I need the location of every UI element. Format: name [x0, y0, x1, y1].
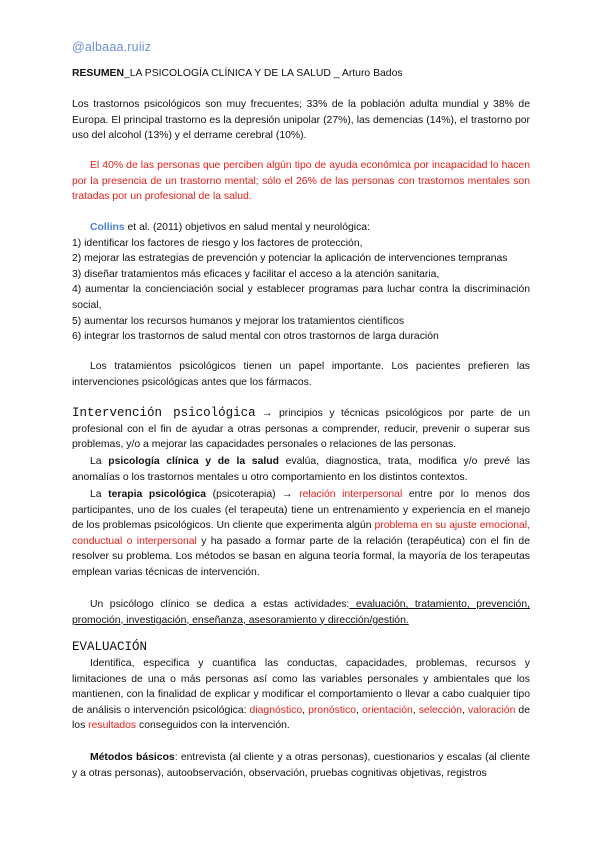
paragraph-prevalence: Los trastornos psicológicos son muy frecuentes; 33% de la población adulta mundial y 38% de Europa. El principal trastorno es la depresión unipolar (27%), las demencias (14%), el trastorno por uso del alcohol (13%) y el derrame cerebral (10%).: [72, 99, 530, 142]
therapy-mid: entre por lo menos dos participantes, uno de los cuales (el terapeuta) tiene un entrenamiento y experiencia en el manejo de los problemas psicológicos. Un cliente que experimenta algún: [72, 489, 530, 532]
therapy-arrow: →: [275, 489, 300, 500]
activities-intro: Un psicólogo clínico se dedica a estas actividades:: [90, 599, 350, 610]
eval-term-pronostico: pronóstico: [308, 704, 357, 716]
paragraph-treatments: Los tratamientos psicológicos tienen un papel importante. Los pacientes prefieren las intervenciones psicológicas antes que los fármacos.: [72, 361, 530, 388]
list-item: 6) integrar los trastornos de salud mental con otros trastornos de larga duración: [72, 331, 439, 343]
author-handle: @albaaa.ruiiz: [72, 40, 152, 54]
eval-term-orientacion: orientación: [361, 704, 413, 716]
therapy-term: terapia psicológica: [108, 489, 207, 500]
psych-term: psicología clínica y de la salud: [108, 456, 279, 467]
title-bold: RESUMEN: [72, 68, 124, 79]
intervention-term: Intervención psicológica: [72, 406, 256, 420]
paragraph-disability: El 40% de las personas que perciben algún tipo de ayuda económica por incapacidad lo hacen por la presencia de un trastorno mental; sólo el 26% de las personas con trastornos mentales son tratadas por un profesional de la salud.: [72, 160, 530, 203]
eval-tail: conseguidos con la intervención.: [136, 720, 290, 732]
list-item: 1) identificar los factores de riesgo y los factores de protección,: [72, 237, 363, 249]
eval-de: de los: [72, 704, 530, 732]
therapy-end: y ha pasado a formar parte de la relación (terapéutica) con el fin de resolver su problema. Los métodos se basan en alguna teoría formal, la mayoría de los terapeutas emplean varias técnicas de intervención.: [72, 535, 530, 578]
psych-pre: La: [90, 456, 109, 467]
section-heading-evaluacion: EVALUACIÓN: [72, 640, 148, 654]
activities-list: evaluación, tratamiento, prevención, promoción, investigación, enseñanza, asesoramiento y dirección/gestión.: [72, 599, 531, 626]
eval-sep: ,: [302, 704, 309, 716]
objectives-list: [72, 236, 530, 345]
paragraph-activities: [72, 597, 530, 628]
paragraph-intervention: [72, 406, 530, 453]
paragraph-clinical-psychology: [72, 454, 530, 485]
list-item: 5) aumentar los recursos humanos y mejorar los tratamientos científicos: [72, 315, 405, 327]
methods-term: Métodos básicos: [90, 752, 175, 763]
therapy-highlight-1: relación interpersonal: [299, 489, 403, 500]
paragraph-methods: [72, 750, 530, 781]
therapy-highlight-2: problema en su ajuste emocional, conductual o interpersonal: [72, 520, 530, 547]
collins-section: [72, 220, 530, 345]
collins-rest: et al. (2011) objetivos en salud mental y neurológica:: [124, 222, 370, 233]
evaluation-text: Identifica, especifica y cuantifica las conductas, capacidades, problemas, recursos y limitaciones de una o más personas así como las variables personales y ambientales que los mantienen, con la finalidad de explicar y modificar el comportamiento o llevar a cabo cualquier tipo de análisis o intervención psicológica:: [72, 658, 530, 716]
collins-name: Collins: [90, 222, 125, 233]
eval-sep: ,: [462, 704, 468, 716]
eval-term-seleccion: selección: [418, 704, 463, 716]
eval-sep: ,: [356, 704, 362, 716]
document-title: [72, 66, 530, 82]
eval-sep: ,: [412, 704, 419, 716]
intervention-arrow: →: [255, 408, 279, 419]
therapy-pre: La: [90, 489, 109, 500]
psych-rest: evalúa, diagnostica, trata, modifica y/o prevé las anomalías o los trastornos mentales u otro comportamiento en los distintos contextos.: [72, 456, 530, 483]
intervention-definition: principios y técnicas psicológicos por parte de un profesional con el fin de ayudar a otras personas a comprender, reducir, prevenir o superar sus problemas, y/o a mejorar las capacidades personales o relaciones de las personas.: [72, 408, 530, 451]
eval-term-valoracion: valoración: [468, 704, 516, 716]
list-item: 2) mejorar las estrategias de prevención y potenciar la aplicación de intervenciones tempranas: [72, 253, 508, 265]
paragraph-evaluation: [72, 656, 530, 734]
list-item: 4) aumentar la concienciación social y establecer programas para luchar contra la discriminación social,: [72, 284, 530, 311]
eval-term-resultados: resultados: [88, 720, 137, 732]
eval-term-diagnostico: diagnóstico: [249, 704, 303, 716]
methods-rest: : entrevista (al cliente y a otras personas), cuestionarios y escalas (al cliente y a otras personas), autoobservación, observación, pruebas cognitivas objetivas, registros: [72, 752, 530, 779]
collins-intro: [72, 220, 530, 236]
paragraph-therapy: [72, 487, 530, 581]
title-rest: _LA PSICOLOGÍA CLÍNICA Y DE LA SALUD _ Arturo Bados: [123, 68, 403, 79]
list-item: 3) diseñar tratamientos más eficaces y facilitar el acceso a la atención sanitaria,: [72, 268, 440, 280]
therapy-paren: (psicoterapia): [206, 489, 276, 500]
